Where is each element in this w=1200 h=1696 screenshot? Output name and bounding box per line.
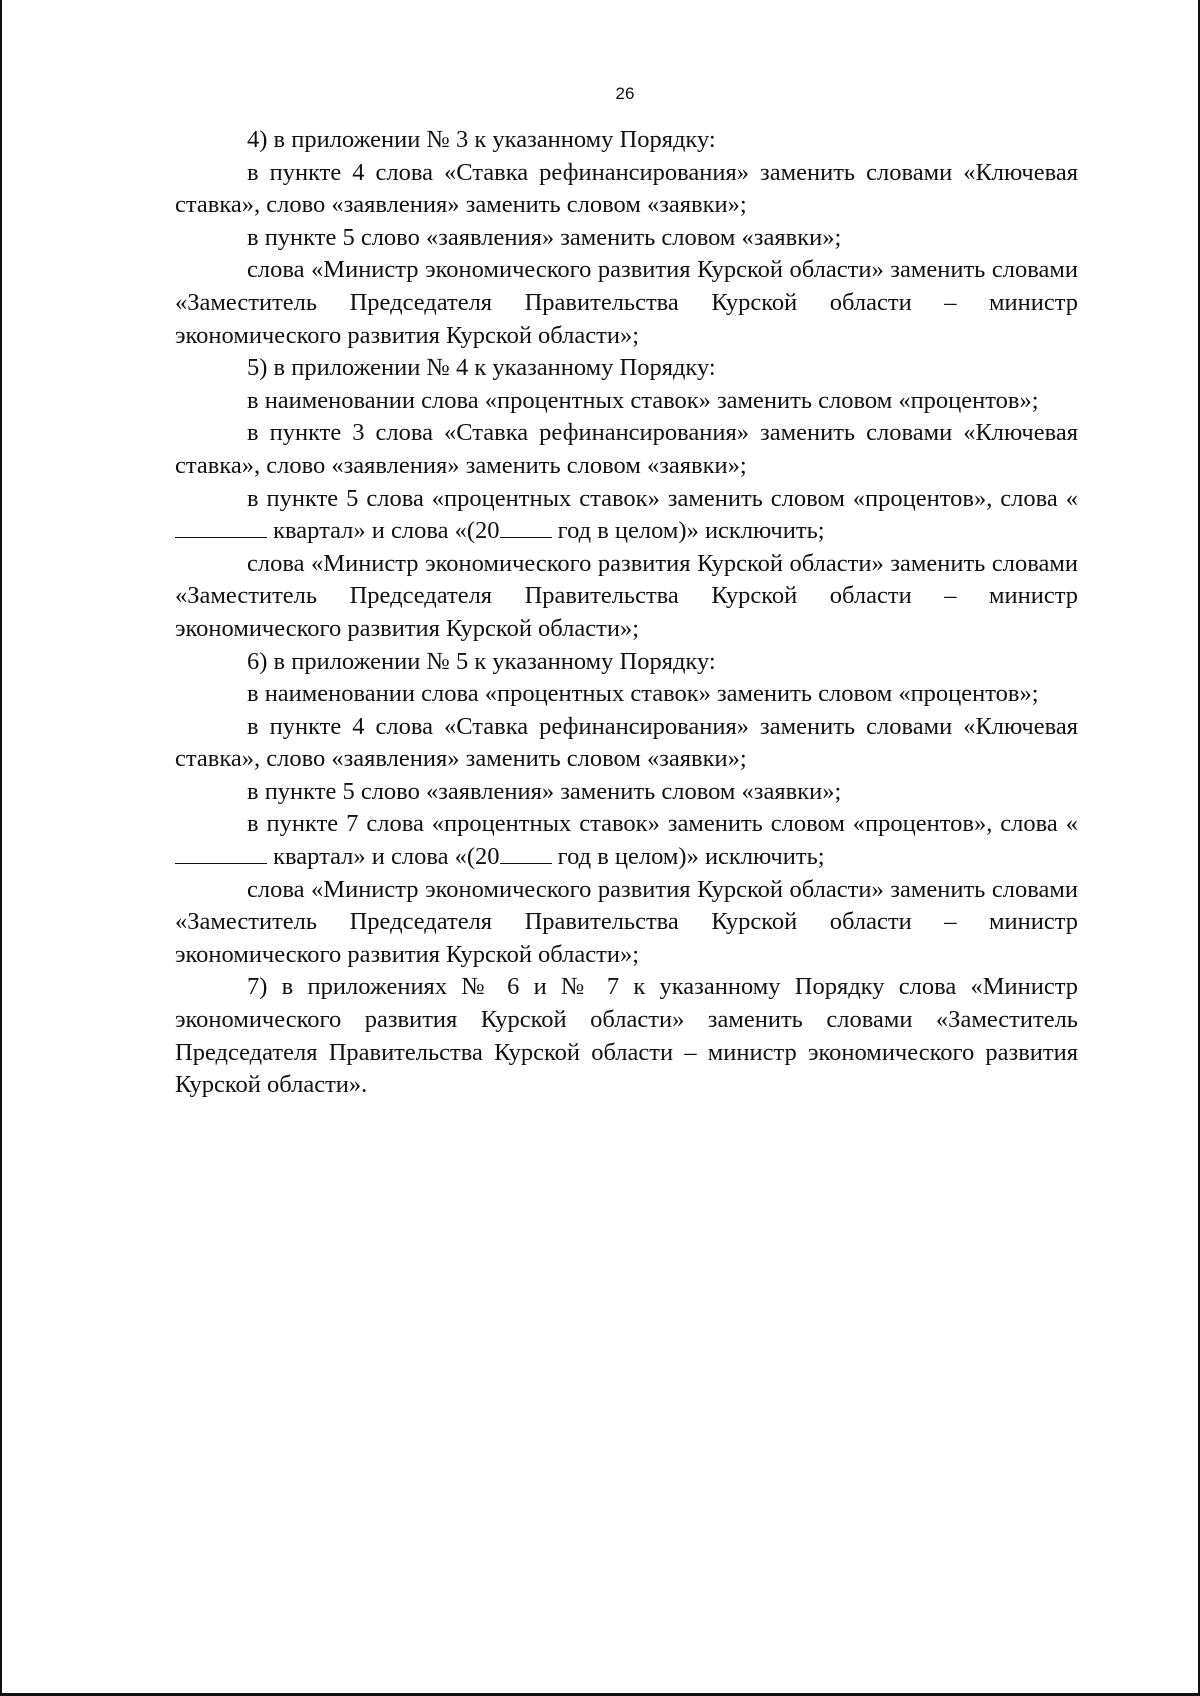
paragraph-item-4: 4) в приложении № 3 к указанному Порядку: — [247, 126, 716, 153]
paragraph-amendment: в пункте 5 слово «заявления» заменить словом «заявки»; — [247, 777, 842, 805]
paragraph-amendment: в наименовании слова «процентных ставок» заменить словом «процентов»; — [247, 680, 1039, 708]
paragraph-amendment-with-blanks — [175, 483, 1078, 548]
paragraph-text-segment: квартал» и слова «(20 — [267, 517, 500, 545]
paragraph-amendment: слова «Министр экономического развития Курской области» заменить словами «Заместитель Председателя Правительства Курской области – министр экономического развития Курской области»; — [175, 549, 1078, 642]
paragraph-text-segment: в пункте 5 слова «процентных ставок» заменить словом «процентов», слова « — [247, 484, 1078, 512]
blank-line — [500, 519, 552, 538]
paragraph-amendment: в пункте 3 слова «Ставка рефинансирования» заменить словами «Ключевая ставка», слово «заявления» заменить словом «заявки»; — [175, 419, 1078, 479]
scan-border-left — [0, 0, 2, 1696]
paragraph-item-6: 6) в приложении № 5 к указанному Порядку: — [247, 647, 716, 675]
paragraph-item-5: 5) в приложении № 4 к указанному Порядку: — [247, 354, 716, 382]
paragraph-text-segment: год в целом)» исключить; — [551, 517, 825, 545]
paragraph-amendment-with-blanks — [175, 808, 1078, 873]
paragraph-amendment: в пункте 4 слова «Ставка рефинансирования» заменить словами «Ключевая ставка», слово «заявления» заменить словом «заявки»; — [175, 158, 1078, 219]
paragraph-amendment: в наименовании слова «процентных ставок» заменить словом «процентов»; — [247, 386, 1039, 414]
blank-line — [175, 519, 267, 538]
paragraph-amendment: в пункте 5 слово «заявления» заменить словом «заявки»; — [247, 223, 842, 251]
paragraph-text-segment: в пункте 7 слова «процентных ставок» заменить словом «процентов», слова « — [247, 810, 1078, 838]
paragraph-item-7: 7) в приложениях № 6 и № 7 к указанному Порядку слова «Министр экономического развития Курской области» заменить словами «Заместитель Председателя Правительства Курской области – министр экономического развития Курской области». — [175, 973, 1078, 1099]
blank-line — [175, 845, 267, 864]
paragraph-text-segment: год в целом)» исключить; — [551, 843, 825, 871]
blank-line — [500, 845, 552, 864]
paragraph-amendment: слова «Министр экономического развития Курской области» заменить словами «Заместитель Председателя Правительства Курской области – министр экономического развития Курской области»; — [175, 875, 1078, 968]
page-number: 26 — [615, 84, 635, 103]
paragraph-amendment: слова «Министр экономического развития Курской области» заменить словами «Заместитель Председателя Правительства Курской области – министр экономического развития Курской области»; — [175, 256, 1078, 349]
paragraph-amendment: в пункте 4 слова «Ставка рефинансирования» заменить словами «Ключевая ставка», слово «заявления» заменить словом «заявки»; — [175, 712, 1078, 773]
document-body — [175, 124, 1078, 1102]
paragraph-text-segment: квартал» и слова «(20 — [267, 843, 500, 871]
